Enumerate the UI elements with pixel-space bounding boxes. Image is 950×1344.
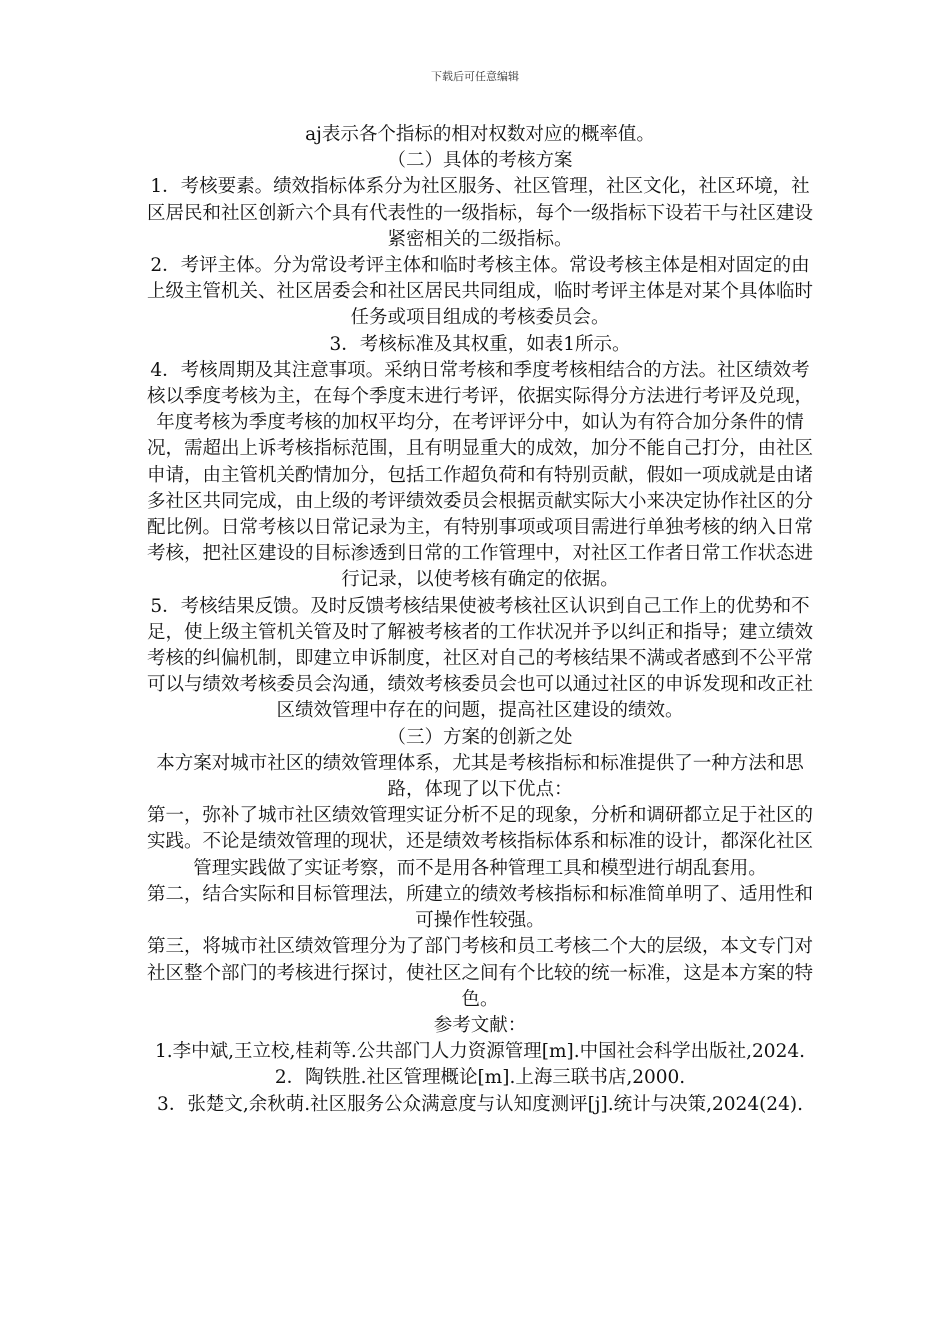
section-heading-innovation: （三）方案的创新之处 [387,726,573,748]
reference-item-2: 2．陶铁胜.社区管理概论[m].上海三联书店,2000. [274,1067,686,1089]
paragraph-assessment-subjects: 2．考评主体。分为常设考评主体和临时考核主体。常设考核主体是相对固定的由上级主管机关、社区居委会和社区居民共同组成，临时考评主体是对某个具体临时任务或项目组成的考核委员会。 [146,255,813,329]
references-heading: 参考文献： [433,1014,527,1036]
paragraph-innovation-intro: 本方案对城市社区的绩效管理体系，尤其是考核指标和标准提供了一种方法和思路，体现了以下优点： [156,752,804,801]
section-heading-assessment-plan: （二）具体的考核方案 [387,150,573,172]
paragraph-standards-weights: 3．考核标准及其权重，如表1所示。 [329,333,631,355]
reference-item-1: 1.李中斌,王立校,桂莉等.公共部门人力资源管理[m].中国社会科学出版社,2024. [155,1041,805,1063]
paragraph-innovation-first: 第一，弥补了城市社区绩效管理实证分析不足的现象，分析和调研都立足于社区的实践。不论是绩效管理的现状，还是绩效考核指标体系和标准的设计，都深化社区管理实践做了实证考察，而不是用各种管理工具和模型进行胡乱套用。 [146,805,813,879]
document-body [145,122,815,1118]
paragraph-assessment-elements: 1．考核要素。绩效指标体系分为社区服务、社区管理，社区文化，社区环境，社区居民和社区创新六个具有代表性的一级指标，每个一级指标下设若干与社区建设紧密相关的二级指标。 [146,176,813,250]
paragraph-assessment-cycle: 4．考核周期及其注意事项。采纳日常考核和季度考核相结合的方法。社区绩效考核以季度考核为主，在每个季度末进行考评，依据实际得分方法进行考评及兑现，年度考核为季度考核的加权平均分，在考评评分中，如认为有符合加分条件的情况，需超出上诉考核指标范围，且有明显重大的成效，加分不能自己打分，由社区申请，由主管机关酌情加分，包括工作超负荷和有特别贡献，假如一项成就是由诸多社区共同完成，由上级的考评绩效委员会根据贡献实际大小来决定协作社区的分配比例。日常考核以日常记录为主，有特别事项或项目需进行单独考核的纳入日常考核，把社区建设的目标渗透到日常的工作管理中，对社区工作者日常工作状态进行记录，以使考核有确定的依据。 [146,359,813,591]
paragraph-formula-note: aj表示各个指标的相对权数对应的概率值。 [305,124,655,145]
paragraph-result-feedback: 5．考核结果反馈。及时反馈考核结果使被考核社区认识到自己工作上的优势和不足，使上级主管机关管及时了解被考核者的工作状况并予以纠正和指导；建立绩效考核的纠偏机制，即建立申诉制度，社区对自己的考核结果不满或者感到不公平常可以与绩效考核委员会沟通，绩效考核委员会也可以通过社区的申诉发现和改正社区绩效管理中存在的问题，提高社区建设的绩效。 [146,595,813,722]
paragraph-innovation-third: 第三，将城市社区绩效管理分为了部门考核和员工考核二个大的层级，本文专门对社区整个部门的考核进行探讨，使社区之间有个比较的统一标准，这是本方案的特色。 [146,936,813,1010]
reference-item-3: 3．张楚文,余秋萌.社区服务公众满意度与认知度测评[j].统计与决策,2024(24). [157,1093,803,1115]
page-header-note: 下载后可任意编辑 [431,70,519,83]
paragraph-innovation-second: 第二，结合实际和目标管理法，所建立的绩效考核指标和标准简单明了、适用性和可操作性较强。 [146,883,813,932]
